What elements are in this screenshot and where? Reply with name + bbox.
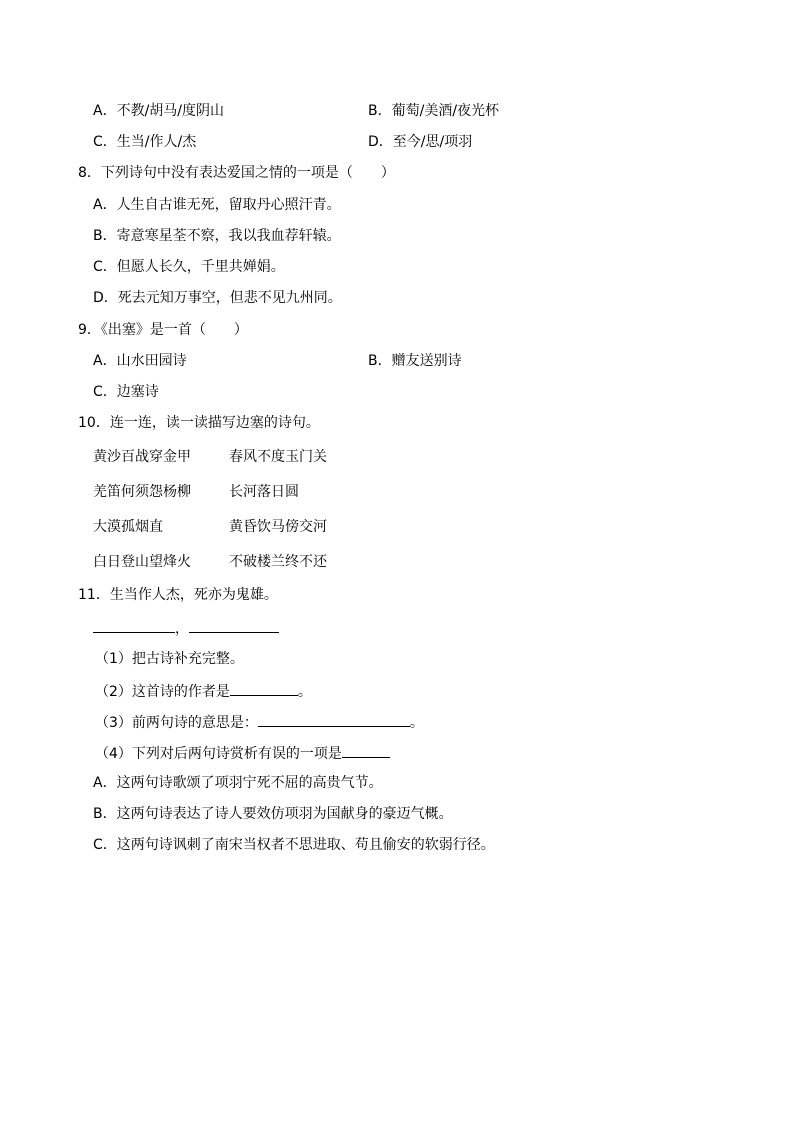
q11-fill-line — [93, 617, 279, 638]
q11-sub3 — [95, 711, 424, 732]
q11-sub2-text: （2）这首诗的作者是 — [95, 684, 230, 700]
q8-option-b: B．寄意寒星荃不察，我以我血荐轩辕。 — [93, 228, 341, 244]
q11-option-c: C．这两句诗讽刺了南宋当权者不思进取、苟且偷安的软弱行径。 — [93, 837, 495, 853]
answer-blank[interactable] — [342, 742, 390, 758]
q9-option-a: A．山水田园诗 — [93, 353, 187, 369]
q10-right-line: 春风不度玉门关 — [229, 449, 327, 465]
q11-sub3-text: （3）前两句诗的意思是： — [95, 715, 258, 731]
q11-option-b: B．这两句诗表达了诗人要效仿项羽为国献身的豪迈气概。 — [93, 806, 453, 822]
q8-option-c: C．但愿人长久，千里共婵娟。 — [93, 259, 285, 275]
q8-option-d: D．死去元知万事空，但悲不见九州同。 — [93, 290, 342, 306]
q10-right-line: 黄昏饮马傍交河 — [229, 519, 327, 535]
q11-sub1: （1）把古诗补充完整。 — [95, 651, 244, 667]
q10-stem: 10．连一连，读一读描写边塞的诗句。 — [78, 415, 320, 431]
answer-blank[interactable] — [230, 680, 298, 696]
q10-left-line: 黄沙百战穿金甲 — [93, 449, 191, 465]
q11-stem: 11．生当作人杰，死亦为鬼雄。 — [78, 587, 278, 603]
q10-left-line: 白日登山望烽火 — [93, 554, 191, 570]
q7-option-c: C．生当/作人/杰 — [93, 134, 197, 150]
q7-option-d: D．至今/思/项羽 — [368, 134, 473, 150]
q11-sub2 — [95, 680, 312, 701]
period: 。 — [409, 715, 424, 731]
period: 。 — [297, 684, 312, 700]
q9-option-b: B．赠友送别诗 — [368, 353, 462, 369]
q11-sub4 — [95, 742, 390, 763]
q9-stem: 9．《出塞》是一首（ ） — [78, 322, 248, 338]
answer-blank[interactable] — [189, 617, 279, 633]
q11-sub4-text: （4）下列对后两句诗赏析有误的一项是 — [95, 746, 342, 762]
q7-option-b: B．葡萄/美酒/夜光杯 — [368, 103, 500, 119]
q10-left-line: 大漠孤烟直 — [93, 519, 163, 535]
q11-option-a: A．这两句诗歌颂了项羽宁死不屈的高贵气节。 — [93, 775, 383, 791]
q10-right-line: 长河落日圆 — [229, 484, 299, 500]
q7-option-a: A．不教/胡马/度阴山 — [93, 103, 225, 119]
q8-option-a: A．人生自古谁无死，留取丹心照汗青。 — [93, 197, 341, 213]
comma: ， — [175, 621, 189, 637]
q8-stem: 8．下列诗句中没有表达爱国之情的一项是（ ） — [78, 165, 395, 181]
q10-left-line: 羌笛何须怨杨柳 — [93, 484, 191, 500]
answer-blank[interactable] — [258, 711, 410, 727]
q10-right-line: 不破楼兰终不还 — [229, 554, 327, 570]
answer-blank[interactable] — [93, 617, 175, 633]
q9-option-c: C．边塞诗 — [93, 384, 159, 400]
